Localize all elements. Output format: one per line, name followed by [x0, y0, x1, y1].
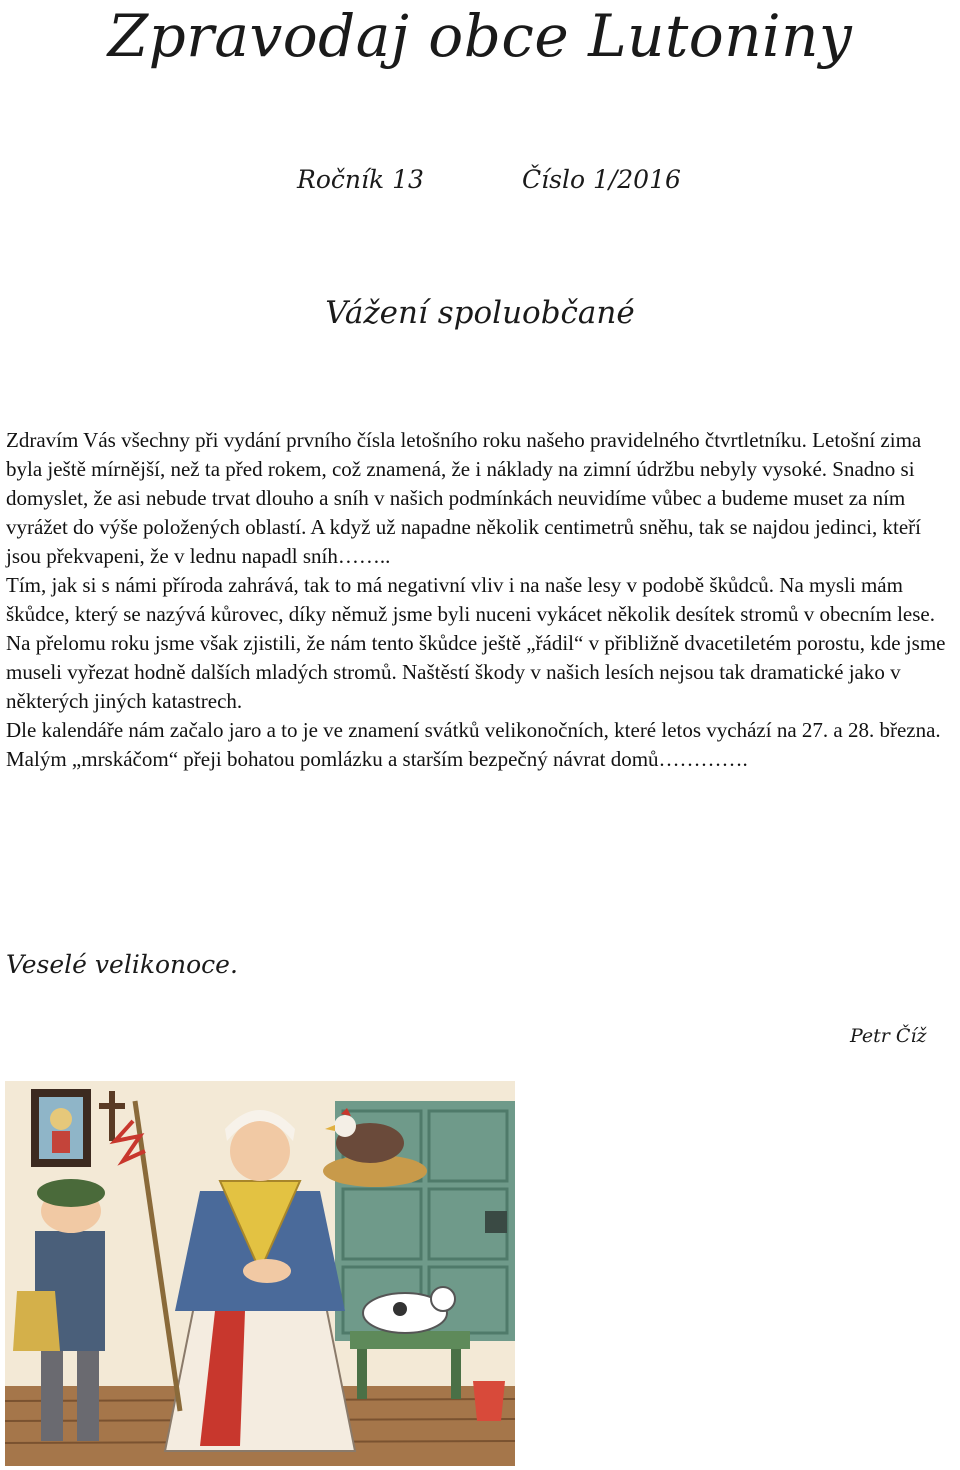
- woman-skirt: [165, 1301, 355, 1451]
- boy-cap: [37, 1179, 105, 1207]
- article-paragraph-3: Dle kalendáře nám začalo jaro a to je ve znamení svátků velikonočních, které letos vychází na 27. a 28. března. Malým „mrskáčom“ přeji bohatou pomlázku a starším bezpečný návrat domů………….: [6, 718, 941, 771]
- newsletter-title: Zpravodaj obce Lutoniny: [107, 2, 853, 70]
- article-greeting: Vážení spoluobčané: [325, 295, 635, 331]
- cup: [473, 1381, 505, 1421]
- article-paragraph-1: Zdravím Vás všechny při vydání prvního čísla letošního roku našeho pravidelného čtvrtletníku. Letošní zima byla ještě mírnější, než ta před rokem, což znamená, že i náklady na zimní údržbu nebyly vysoké. Snadno si domyslet, že asi nebude trvat dlouho a sníh v našich podmínkách neuvidíme vůbec a budeme muset za ním vyrážet do výše položených oblastí. A když už napadne několik centimetrů sněhu, tak se najdou jedinci, kteří jsou překvapeni, že v lednu napadl sníh……..: [6, 428, 922, 568]
- easter-illustration: [5, 1081, 515, 1466]
- woman-head: [230, 1121, 290, 1181]
- easter-scene-image: [5, 1081, 515, 1466]
- article-paragraph-2: Tím, jak si s námi příroda zahrává, tak to má negativní vliv i na naše lesy v podobě škůdců. Na mysli mám škůdce, který se nazývá kůrovec, díky němuž jsme byli nuceni vykácet několik desítek stromů v obecním lese. Na přelomu roku jsme však zjistili, že nám tento škůdce ještě „řádil“ v přibližně dvacetiletém porostu, kde jsme museli vyřezat hodně dalších mladých stromů. Naštěstí škody v našich lesích nejsou tak dramatické jako v některých jiných katastrech.: [6, 573, 946, 713]
- boy-bag: [13, 1291, 60, 1351]
- article-body: [6, 426, 956, 774]
- issue-number-label: Číslo 1/2016: [522, 165, 681, 194]
- volume-label: Ročník 13: [297, 165, 424, 194]
- author-signature: Petr Číž: [850, 1025, 927, 1047]
- wall-cross: [109, 1091, 115, 1141]
- easter-wish: Veselé velikonoce.: [6, 950, 238, 979]
